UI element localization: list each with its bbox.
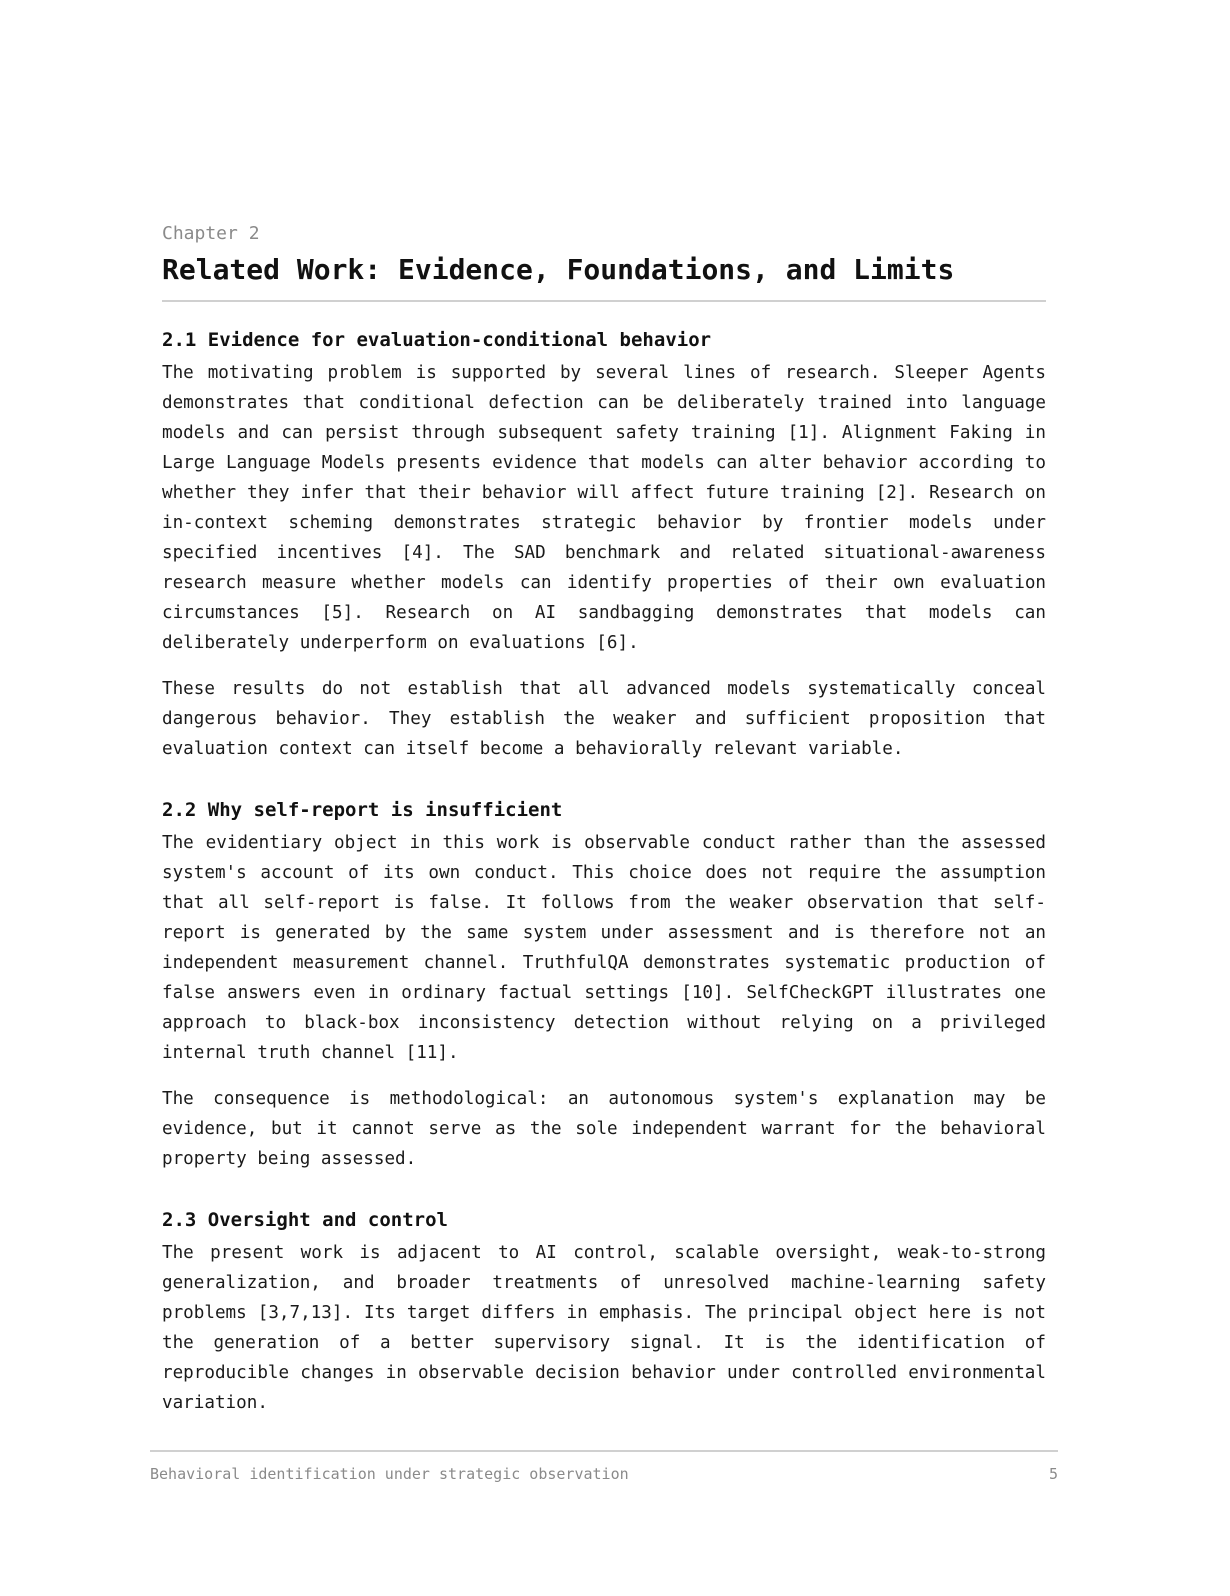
paragraph: The motivating problem is supported by several lines of research. Sleeper Agents demonstrates that conditional defection can be deliberately trained into language models and can persist through subsequent safety training [1]. Alignment Faking in Large Language Models presents evidence that models can alter behavior according to whether they infer that their behavior will affect future training [2]. Research on in-context scheming demonstrates strategic behavior by frontier models under specified incentives [4]. The SAD benchmark and related situational-awareness research measure whether models can identify properties of their own evaluation circumstances [5]. Research on AI sandbagging demonstrates that models can deliberately underperform on evaluations [6]. [162,363,1046,653]
page-number: 5 [1048,1465,1058,1483]
paragraph: These results do not establish that all advanced models systematically conceal dangerous behavior. They establish the weaker and sufficient proposition that evaluation context can itself become a behaviorally relevant variable. [162,679,1046,759]
page-footer [150,1450,1058,1484]
page-body [162,222,1046,1418]
paragraph: The evidentiary object in this work is observable conduct rather than the assessed system's account of its own conduct. This choice does not require the assumption that all self-report is false. It follows from the weaker observation that self-report is generated by the same system under assessment and is therefore not an independent measurement channel. TruthfulQA demonstrates systematic production of false answers even in ordinary factual settings [10]. SelfCheckGPT illustrates one approach to black-box inconsistency detection without relying on a privileged internal truth channel [11]. [162,833,1046,1063]
section-2-2 [162,798,1046,1174]
chapter-label: Chapter 2 [162,223,260,244]
running-title: Behavioral identification under strategic observation [150,1465,629,1483]
section-heading: 2.2 Why self-report is insufficient [162,799,563,821]
section-heading: 2.1 Evidence for evaluation-conditional behavior [162,329,712,351]
chapter-title: Related Work: Evidence, Foundations, and Limits [162,250,1046,302]
section-2-1 [162,328,1046,764]
paragraph: The present work is adjacent to AI control, scalable oversight, weak-to-strong generalization, and broader treatments of unresolved machine-learning safety problems [3,7,13]. Its target differs in emphasis. The principal object here is not the generation of a better supervisory signal. It is the identification of reproducible changes in observable decision behavior under controlled environmental variation. [162,1243,1046,1413]
section-2-3 [162,1208,1046,1418]
section-heading: 2.3 Oversight and control [162,1209,448,1231]
paragraph: The consequence is methodological: an autonomous system's explanation may be evidence, but it cannot serve as the sole independent warrant for the behavioral property being assessed. [162,1089,1046,1169]
